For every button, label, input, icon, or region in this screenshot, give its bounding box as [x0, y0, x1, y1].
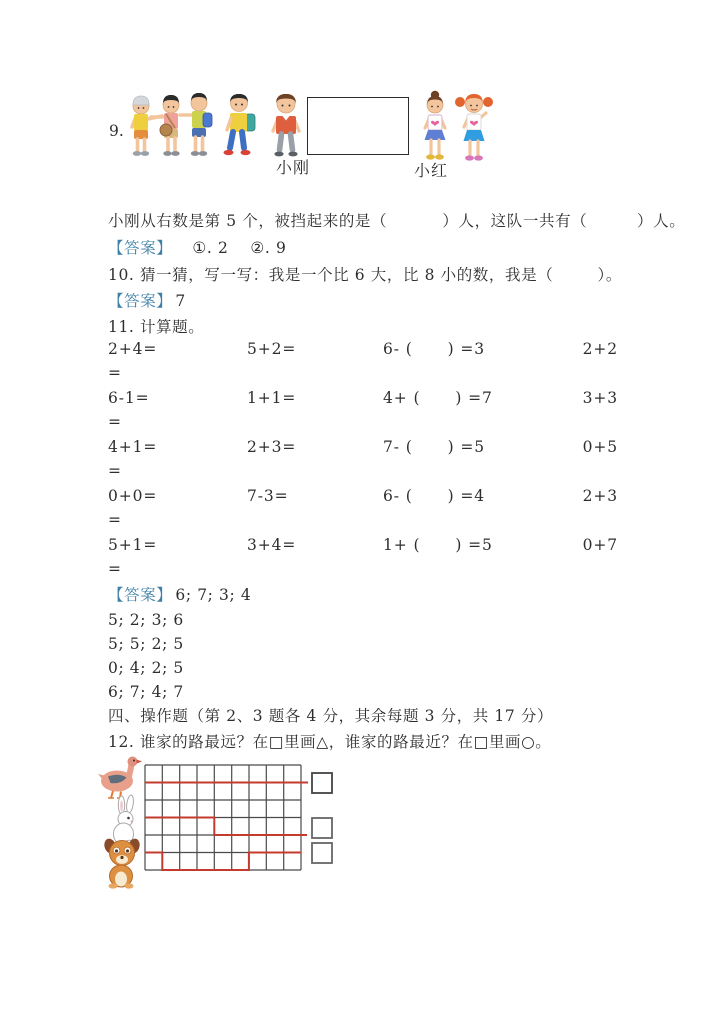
q9-answer-2: ②. 9 [250, 239, 287, 257]
q11-row-3 [0, 437, 724, 457]
q11-answer-line-3: 5; 5; 2; 5 [108, 635, 184, 653]
xiaohong-girl-illustration [452, 88, 496, 164]
q11-r1c3: 6- ( ) =3 [383, 340, 486, 358]
q11-r3c3: 7- ( ) =5 [383, 438, 486, 456]
q11-answer-tag: 【答案】 [108, 586, 173, 604]
q11-answers-1: 6; 7; 3; 4 [175, 586, 252, 604]
walking-boy-illustration [219, 90, 259, 162]
q11-r5c4: 0+7 [582, 536, 618, 554]
q11-r5c1: 5+1= [108, 536, 158, 554]
q11-r4c1: 0+0= [108, 487, 158, 505]
q11-r2c2: 1+1= [247, 389, 297, 407]
q10-question: 10. 猜一猜，写一写：我是一个比 6 大，比 8 小的数，我是（ ）。 [108, 266, 622, 284]
q11-r2c4: 3+3 [582, 389, 618, 407]
q11-answer-line-2: 5; 2; 3; 6 [108, 611, 184, 629]
q11-r1c4: 2+2 [582, 340, 618, 358]
children-group-illustration [126, 88, 216, 162]
rabbit-answer-box [312, 818, 332, 838]
xiaogang-label: 小刚 [276, 158, 311, 177]
section4-heading: 四、操作题（第 2、3 题各 4 分，其余每题 3 分，共 17 分） [108, 707, 554, 725]
q11-answer-line-4: 0; 4; 2; 5 [108, 659, 184, 677]
q11-row-5 [0, 535, 724, 555]
q11-r5c2: 3+4= [247, 536, 297, 554]
boy-satchel-icon [151, 95, 180, 156]
q11-r5c3: 1+ ( ) =5 [383, 536, 493, 554]
q11-row-3-wrap: = [108, 462, 122, 480]
q10-answer-tag: 【答案】 [108, 292, 173, 310]
dog-path [145, 853, 301, 871]
q9-answer-1: ①. 2 [192, 239, 229, 257]
q11-r1c2: 5+2= [247, 340, 297, 358]
q11-answer-line-1 [108, 585, 251, 605]
q11-r3c4: 0+5 [582, 438, 618, 456]
boy-cap-icon [132, 96, 162, 156]
rabbit-icon [114, 795, 136, 846]
q10-answer [108, 291, 186, 311]
q11-answer-line-5: 6; 7; 4; 7 [108, 683, 184, 701]
q11-r2c1: 6-1= [108, 389, 150, 407]
q11-title: 11. 计算题。 [108, 318, 205, 336]
q9-number: 9. [109, 122, 124, 140]
q11-row-5-wrap: = [108, 560, 122, 578]
rabbit-path [145, 818, 307, 836]
dog-answer-box [312, 843, 332, 863]
q11-row-4-wrap: = [108, 511, 122, 529]
q11-r3c1: 4+1= [108, 438, 158, 456]
q11-r4c3: 6- ( ) =4 [383, 487, 486, 505]
boy-backpack-icon [180, 93, 212, 156]
q11-r1c1: 2+4= [108, 340, 158, 358]
q11-r2c3: 4+ ( ) =7 [383, 389, 493, 407]
xiaogang-boy-illustration [266, 90, 306, 160]
xiaohong-label: 小红 [414, 161, 449, 180]
q9-answer-tag: 【答案】 [108, 239, 173, 257]
dog-icon [103, 837, 142, 888]
covered-students-box [307, 97, 409, 155]
q9-answer [108, 238, 286, 258]
q10-answer-value: 7 [175, 292, 186, 310]
q12-question: 12. 谁家的路最远？在□里画△，谁家的路最近？在□里画○。 [108, 733, 552, 751]
q11-r4c4: 2+3 [582, 487, 618, 505]
duck-icon [98, 757, 142, 799]
q11-row-2 [0, 388, 724, 408]
q9-question: 小刚从右数是第 5 个，被挡起来的是（ ）人，这队一共有（ ）人。 [108, 212, 686, 230]
duck-answer-box [312, 773, 332, 793]
girl-bun-illustration [416, 89, 454, 163]
q11-row-4 [0, 486, 724, 506]
q11-row-2-wrap: = [108, 413, 122, 431]
q11-row-1 [0, 339, 724, 359]
q11-r3c2: 2+3= [247, 438, 297, 456]
q11-row-1-wrap: = [108, 364, 122, 382]
q11-r4c2: 7-3= [247, 487, 289, 505]
q12-paths-figure [95, 750, 345, 895]
